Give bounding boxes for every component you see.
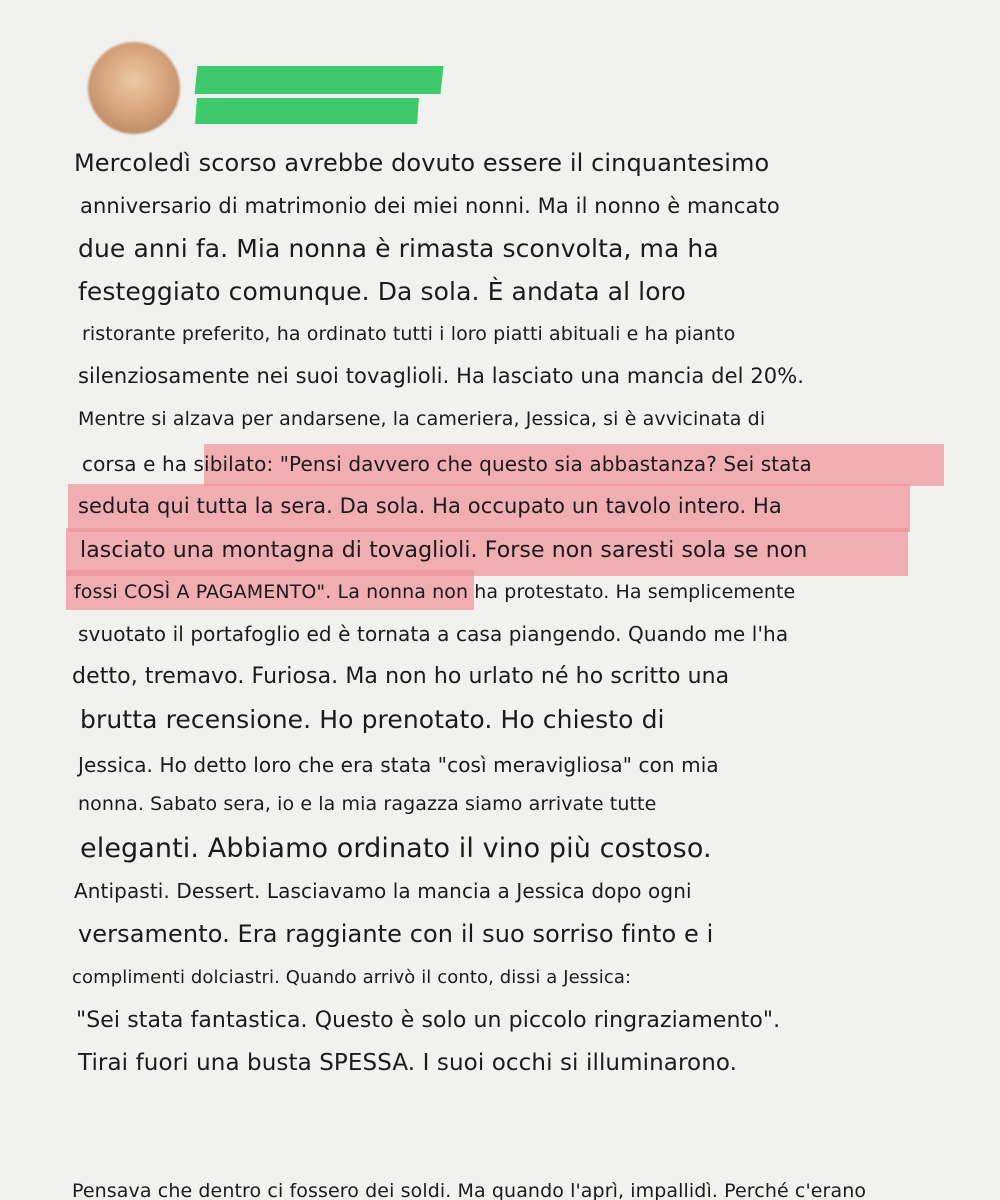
post-text-line: silenziosamente nei suoi tovaglioli. Ha lasciato una mancia del 20%. (78, 364, 805, 388)
post-text-line: Pensava che dentro ci fossero dei soldi. Ma quando l'aprì, impallidì. Perché c'erano (72, 1180, 867, 1200)
post-text-line: eleganti. Abbiamo ordinato il vino più costoso. (80, 833, 712, 864)
post-text-line: Jessica. Ho detto loro che era stata "così meravigliosa" con mia (78, 753, 719, 777)
post-text-line: Mercoledì scorso avrebbe dovuto essere il cinquantesimo (74, 149, 770, 177)
post-text-line: fossi COSÌ A PAGAMENTO". La nonna non ha protestato. Ha semplicemente (74, 581, 796, 603)
post-text-line: ristorante preferito, ha ordinato tutti i loro piatti abituali e ha pianto (82, 323, 736, 345)
post-text-line: complimenti dolciastri. Quando arrivò il conto, dissi a Jessica: (72, 967, 632, 988)
avatar[interactable] (88, 42, 180, 134)
post-text-line: "Sei stata fantastica. Questo è solo un piccolo ringraziamento". (76, 1008, 781, 1033)
post-text-line: seduta qui tutta la sera. Da sola. Ha occupato un tavolo intero. Ha (78, 494, 782, 518)
post-text-line: due anni fa. Mia nonna è rimasta sconvolta, ma ha (78, 234, 719, 263)
post-text-line: anniversario di matrimonio dei miei nonni. Ma il nonno è mancato (80, 194, 780, 218)
cut-off-line (0, 1180, 1000, 1200)
post-text-line: Antipasti. Dessert. Lasciavamo la mancia a Jessica dopo ogni (74, 879, 692, 903)
post-text-line: detto, tremavo. Furiosa. Ma non ho urlato né ho scritto una (72, 664, 730, 689)
post-text-line: svuotato il portafoglio ed è tornata a casa piangendo. Quando me l'ha (78, 622, 789, 646)
post-text-line: lasciato una montagna di tovaglioli. Forse non saresti sola se non (80, 538, 808, 563)
post-text-line: nonna. Sabato sera, io e la mia ragazza siamo arrivate tutte (78, 793, 657, 815)
redacted-handle (195, 98, 419, 124)
post-text-line: festeggiato comunque. Da sola. È andata al loro (78, 277, 686, 306)
redacted-username (195, 66, 444, 94)
post-text-line: Tirai fuori una busta SPESSA. I suoi occhi si illuminarono. (78, 1050, 738, 1076)
post-text-line: Mentre si alzava per andarsene, la cameriera, Jessica, si è avvicinata di (78, 408, 766, 430)
post-text-line: brutta recensione. Ho prenotato. Ho chiesto di (80, 705, 665, 734)
post-text-line: corsa e ha sibilato: "Pensi davvero che questo sia abbastanza? Sei stata (82, 452, 812, 476)
post-text-line: versamento. Era raggiante con il suo sorriso finto e i (78, 920, 714, 948)
